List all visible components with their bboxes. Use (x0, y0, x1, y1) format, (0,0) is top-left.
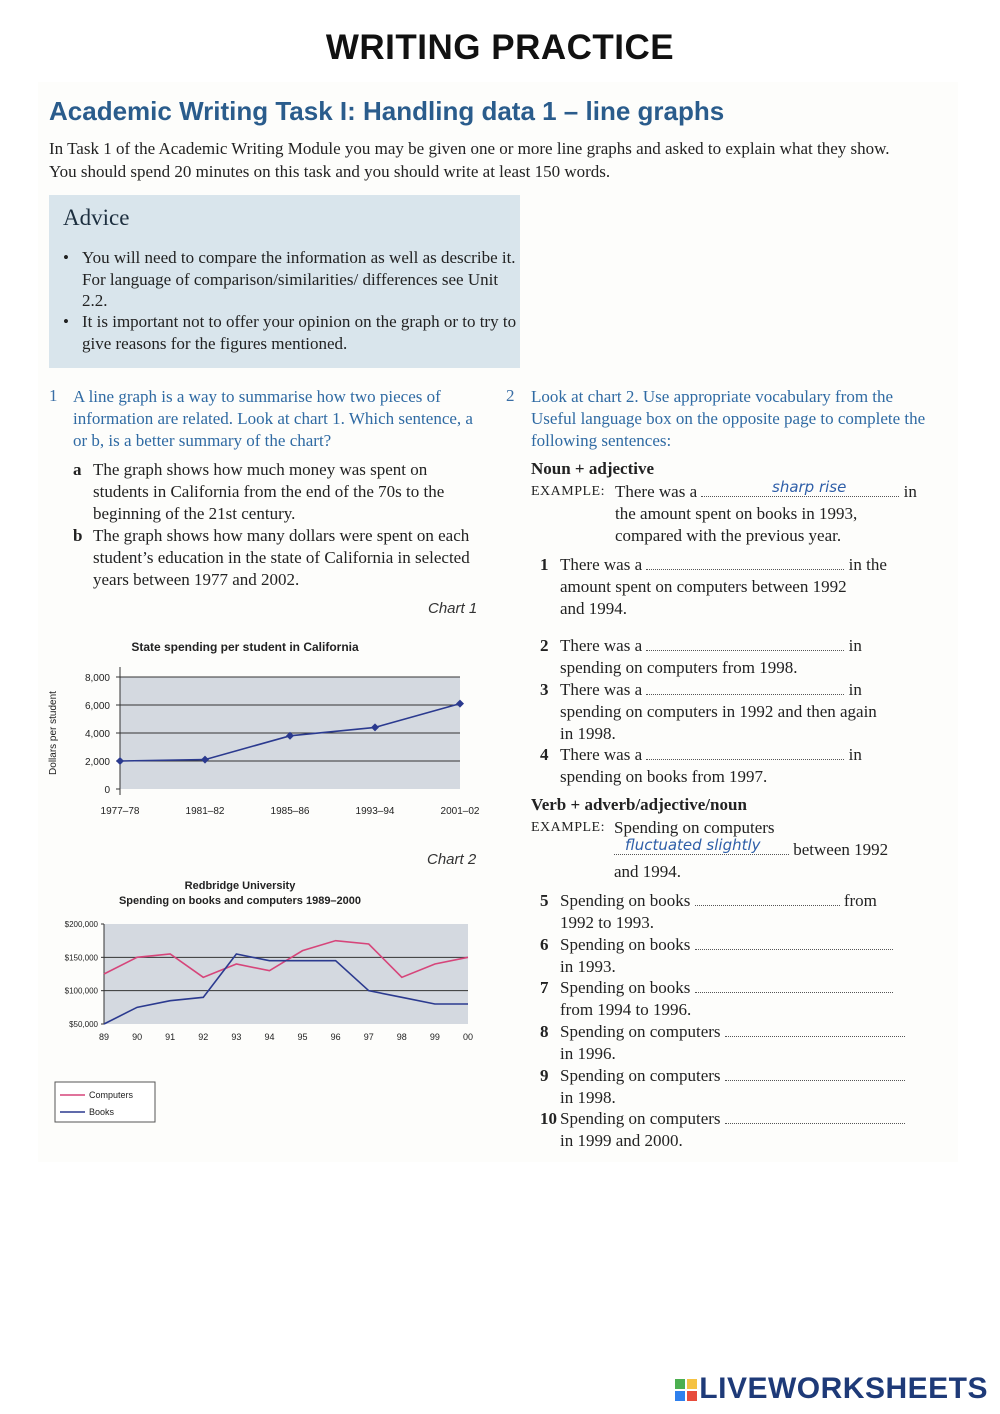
chart-2-y-tick-label: $150,000 (64, 953, 98, 963)
brand-text: LIVEWORKSHEETS (699, 1372, 988, 1405)
answer-blank-7[interactable] (695, 978, 893, 993)
chart-1 (40, 630, 490, 830)
answer-blank-1[interactable] (646, 555, 844, 570)
chart-2-x-tick-label: 93 (231, 1032, 242, 1042)
chart-1-title: State spending per student in California (131, 640, 359, 654)
answer-blank-5[interactable] (695, 891, 840, 906)
answer-blank-9[interactable] (725, 1066, 905, 1081)
example-2-answer: fluctuated slightly (625, 836, 761, 854)
item-8: 8 Spending on computers in 1996. (560, 1021, 930, 1065)
chart-1-x-tick-label: 1981–82 (185, 806, 225, 817)
chart-1-y-tick-label: 8,000 (84, 673, 110, 684)
advice-title: Advice (63, 205, 130, 230)
answer-blank-10[interactable] (725, 1109, 905, 1124)
chart-2-x-tick-label: 89 (98, 1032, 110, 1042)
chart-2-x-tick-label: 00 (462, 1032, 474, 1042)
example-label: EXAMPLE: (531, 820, 605, 835)
bullet-icon: • (63, 248, 69, 267)
answer-blank-8[interactable] (725, 1022, 905, 1037)
chart-2-x-tick-label: 99 (429, 1032, 440, 1042)
liveworksheets-logo-icon (675, 1379, 697, 1401)
option-letter: b (73, 526, 83, 545)
section-verb-adverb-heading: Verb + adverb/adjective/noun (531, 795, 747, 814)
chart-2-y-tick-label: $200,000 (64, 920, 98, 929)
chart-2-x-tick-label: 96 (330, 1032, 341, 1042)
item-6: 6 Spending on books in 1993. (560, 934, 930, 978)
chart-1-y-tick-label: 2,000 (84, 757, 110, 768)
chart-2-x-tick-label: 95 (297, 1032, 308, 1042)
advice-item-text: You will need to compare the information as well as describe it. For language of comparison/similarities/ differences see Unit 2.2. (82, 248, 516, 310)
advice-box (49, 195, 520, 368)
chart-1-caption: Chart 1 (428, 600, 478, 617)
chart-1-x-tick-label: 1977–78 (100, 806, 140, 817)
brand-logo[interactable] (675, 1372, 988, 1406)
option-b[interactable] (73, 525, 485, 591)
item-5: 5 Spending on books from 1992 to 1993. (540, 891, 877, 932)
option-text: The graph shows how many dollars were spent on each student’s education in the state of California in selected years between 1977 and 2002. (93, 526, 470, 589)
item-9: 9 Spending on computers in 1998. (560, 1065, 930, 1109)
chart-2-legend (55, 1082, 155, 1122)
chart-2-subtitle: Spending on books and computers 1989–2000 (118, 895, 362, 907)
question-1-text: A line graph is a way to summarise how two pieces of information are related. Look at chart 1. Which sentence, a or b, is a better summary of the chart? (73, 387, 473, 450)
worksheet-title: WRITING PRACTICE (325, 28, 675, 67)
chart-2-y-tick-label: $100,000 (64, 986, 98, 996)
advice-item (63, 247, 522, 312)
chart-1-x-tick-label: 1985–86 (270, 806, 310, 817)
option-letter: a (73, 460, 82, 479)
chart-1-x-tick-label: 2001–02 (440, 806, 480, 817)
item-10: 10 Spending on computers in 1999 and 2000. (560, 1108, 930, 1152)
chart-1-y-label: Dollars per student (48, 691, 59, 775)
bullet-icon: • (63, 312, 69, 331)
example-label: EXAMPLE: (531, 484, 605, 499)
answer-blank-4[interactable] (646, 745, 844, 760)
chart-2-plot-area (104, 924, 468, 1024)
question-1-number: 1 (49, 386, 58, 405)
example-1-answer: sharp rise (772, 478, 847, 496)
chart-1-x-tick-label: 1993–94 (355, 806, 395, 817)
chart-2 (40, 872, 490, 1132)
chart-1-y-tick-label: 6,000 (84, 701, 110, 712)
option-a[interactable] (73, 459, 485, 525)
item-4: 4 There was a in spending on books from 1997. (540, 745, 862, 786)
legend-label-computers: Computers (89, 1090, 134, 1100)
task-heading: Academic Writing Task I: Handling data 1 – line graphs (49, 96, 725, 126)
answer-blank-6[interactable] (695, 935, 893, 950)
chart-2-x-tick-label: 92 (198, 1032, 209, 1042)
section-noun-adjective-heading: Noun + adjective (531, 459, 655, 478)
item-1: 1 There was a in the amount spent on computers between 1992 and 1994. (540, 555, 887, 618)
answer-blank-3[interactable] (646, 680, 844, 695)
item-7: 7 Spending on books from 1994 to 1996. (560, 977, 930, 1021)
item-3: 3 There was a in spending on computers in 1992 and then again in 1998. (540, 680, 877, 743)
chart-2-x-tick-label: 94 (264, 1032, 275, 1042)
chart-2-x-tick-label: 98 (396, 1032, 407, 1042)
chart-1-y-tick-label: 0 (104, 785, 110, 796)
question-2-text: Look at chart 2. Use appropriate vocabulary from the Useful language box on the opposite page to complete the following sentences: (531, 387, 926, 450)
chart-1-y-tick-label: 4,000 (84, 729, 110, 740)
chart-2-title: Redbridge University (184, 880, 296, 892)
chart-2-x-tick-label: 91 (165, 1032, 176, 1042)
chart-2-x-tick-label: 90 (132, 1032, 143, 1042)
intro-paragraph: In Task 1 of the Academic Writing Module you may be given one or more line graphs and asked to explain what they show. You should spend 20 minutes on this task and you should write at least 150 words. (49, 139, 890, 181)
chart-2-x-tick-label: 97 (363, 1032, 374, 1042)
chart-2-y-tick-label: $50,000 (69, 1020, 98, 1029)
item-2: 2 There was a in spending on computers from 1998. (540, 636, 862, 677)
option-text: The graph shows how much money was spent on students in California from the end of the 70s to the beginning of the 21st century. (93, 460, 445, 523)
example-2: Spending on computers between 1992 and 1994. (614, 818, 889, 881)
answer-blank-2[interactable] (646, 636, 844, 651)
example-1: There was a in the amount spent on books in 1993, compared with the previous year. (615, 482, 917, 545)
legend-label-books: Books (89, 1107, 115, 1117)
advice-item-text: It is important not to offer your opinion on the graph or to try to give reasons for the figures mentioned. (82, 312, 517, 353)
advice-item (63, 311, 522, 354)
question-2-number: 2 (506, 386, 515, 405)
chart-2-caption: Chart 2 (427, 851, 477, 868)
